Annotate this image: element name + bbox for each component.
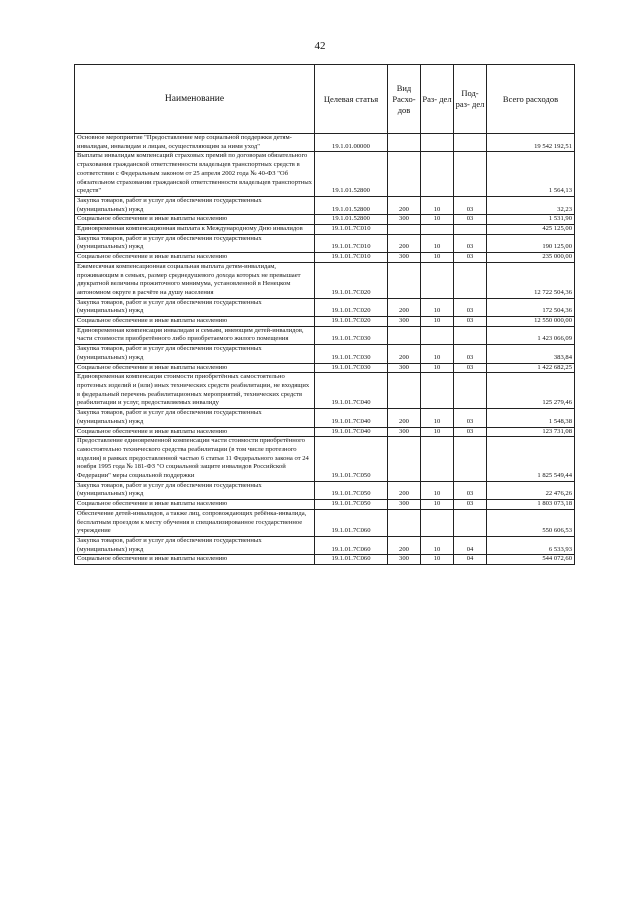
row-total: 125 279,46: [487, 373, 575, 409]
row-target-code: 19.1.01.7С020: [315, 298, 388, 316]
row-subsection: 03: [454, 363, 487, 373]
row-section: [421, 152, 454, 197]
row-name: Ежемесячная компенсационная социальная выплата детям-инвалидам, проживающим в семьях, размер среднедушевого дохода которых не превышает двукратной величины прожиточного минимума, установленной в Ненецком автономном округе в расчёте на душу населения: [75, 262, 315, 298]
row-exp-type: 200: [388, 234, 421, 252]
row-target-code: 19.1.01.7С050: [315, 500, 388, 510]
row-section: 10: [421, 298, 454, 316]
budget-table: [74, 64, 575, 565]
row-subsection: [454, 373, 487, 409]
row-name: Социальное обеспечение и иные выплаты населению: [75, 253, 315, 263]
row-name: Единовременная компенсационная выплата к Международному Дню инвалидов: [75, 225, 315, 235]
table-header-row: [75, 65, 575, 134]
row-subsection: [454, 326, 487, 344]
row-name: Предоставление единовременной компенсации части стоимости приобретённого самостоятельно технического средства реабилитации (в том числе протезного изделия) в рамках предоставленной частью 6 статьи 11 Федерального закона от 24 ноября 1995 года № 181-ФЗ "О социальной защите инвалидов Российской Федерации" меры социальной поддержки: [75, 437, 315, 482]
row-subsection: 03: [454, 500, 487, 510]
row-target-code: 19.1.01.7С060: [315, 555, 388, 565]
row-section: 10: [421, 234, 454, 252]
row-section: 10: [421, 196, 454, 214]
row-total: 123 731,08: [487, 427, 575, 437]
row-exp-type: 300: [388, 317, 421, 327]
row-exp-type: [388, 152, 421, 197]
table-row: [75, 152, 575, 197]
page-number: 42: [314, 40, 326, 52]
row-total: 12 722 504,36: [487, 262, 575, 298]
table-row: [75, 536, 575, 554]
row-target-code: 19.1.01.7С040: [315, 427, 388, 437]
row-section: [421, 326, 454, 344]
header-exp-type: Вид Расхо- дов: [388, 65, 421, 134]
row-total: 550 606,53: [487, 509, 575, 536]
row-total: 1 803 073,18: [487, 500, 575, 510]
row-name: Социальное обеспечение и иные выплаты населению: [75, 500, 315, 510]
row-subsection: [454, 437, 487, 482]
row-total: 19 542 192,51: [487, 134, 575, 152]
table-row: [75, 363, 575, 373]
row-total: 6 533,93: [487, 536, 575, 554]
row-target-code: 19.1.01.7С030: [315, 363, 388, 373]
row-exp-type: 300: [388, 253, 421, 263]
row-total: 1 825 549,44: [487, 437, 575, 482]
row-total: 425 125,00: [487, 225, 575, 235]
row-total: 172 504,36: [487, 298, 575, 316]
row-target-code: 19.1.01.7С010: [315, 225, 388, 235]
row-name: Закупка товаров, работ и услуг для обеспечения государственных (муниципальных) нужд: [75, 481, 315, 499]
row-total: 383,84: [487, 345, 575, 363]
header-section: Раз- дел: [421, 65, 454, 134]
row-name: Закупка товаров, работ и услуг для обеспечения государственных (муниципальных) нужд: [75, 298, 315, 316]
table-row: [75, 225, 575, 235]
table-row: [75, 373, 575, 409]
row-name: Социальное обеспечение и иные выплаты населению: [75, 317, 315, 327]
row-exp-type: 300: [388, 363, 421, 373]
table-row: [75, 500, 575, 510]
row-subsection: 04: [454, 536, 487, 554]
row-section: [421, 509, 454, 536]
table-row: [75, 437, 575, 482]
row-subsection: [454, 225, 487, 235]
row-target-code: 19.1.01.7С060: [315, 509, 388, 536]
row-target-code: 19.1.01.7С040: [315, 409, 388, 427]
row-subsection: 03: [454, 409, 487, 427]
row-exp-type: 300: [388, 427, 421, 437]
row-exp-type: [388, 509, 421, 536]
row-total: 190 125,00: [487, 234, 575, 252]
row-exp-type: 200: [388, 345, 421, 363]
row-name: Закупка товаров, работ и услуг для обеспечения государственных (муниципальных) нужд: [75, 536, 315, 554]
table-row: [75, 481, 575, 499]
row-exp-type: 200: [388, 536, 421, 554]
row-target-code: 19.1.01.7С020: [315, 262, 388, 298]
row-target-code: 19.1.01.7С010: [315, 234, 388, 252]
row-name: Закупка товаров, работ и услуг для обеспечения государственных (муниципальных) нужд: [75, 196, 315, 214]
row-exp-type: [388, 326, 421, 344]
table-row: [75, 215, 575, 225]
row-section: 10: [421, 345, 454, 363]
row-total: 32,23: [487, 196, 575, 214]
row-name: Социальное обеспечение и иные выплаты населению: [75, 427, 315, 437]
row-exp-type: 300: [388, 500, 421, 510]
row-target-code: 19.1.01.00000: [315, 134, 388, 152]
row-exp-type: [388, 437, 421, 482]
row-section: 10: [421, 427, 454, 437]
row-exp-type: 300: [388, 215, 421, 225]
row-section: 10: [421, 481, 454, 499]
row-exp-type: 200: [388, 196, 421, 214]
row-exp-type: 200: [388, 481, 421, 499]
row-exp-type: 300: [388, 555, 421, 565]
row-subsection: 03: [454, 196, 487, 214]
row-name: Социальное обеспечение и иные выплаты населению: [75, 555, 315, 565]
row-target-code: 19.1.01.7С030: [315, 326, 388, 344]
row-section: [421, 373, 454, 409]
row-section: 10: [421, 536, 454, 554]
table-row: [75, 509, 575, 536]
row-total: 1 423 066,09: [487, 326, 575, 344]
row-total: 22 476,26: [487, 481, 575, 499]
table-row: [75, 262, 575, 298]
row-section: 10: [421, 317, 454, 327]
table-row: [75, 555, 575, 565]
row-section: 10: [421, 215, 454, 225]
row-exp-type: 200: [388, 409, 421, 427]
row-subsection: 04: [454, 555, 487, 565]
row-section: 10: [421, 363, 454, 373]
header-name: Наименование: [75, 65, 315, 134]
row-target-code: 19.1.01.7С040: [315, 373, 388, 409]
table-row: [75, 196, 575, 214]
row-target-code: 19.1.01.7С020: [315, 317, 388, 327]
row-section: [421, 225, 454, 235]
row-name: Закупка товаров, работ и услуг для обеспечения государственных (муниципальных) нужд: [75, 234, 315, 252]
row-total: 12 550 000,00: [487, 317, 575, 327]
row-subsection: 03: [454, 253, 487, 263]
row-section: [421, 134, 454, 152]
row-name: Социальное обеспечение и иные выплаты населению: [75, 363, 315, 373]
row-name: Закупка товаров, работ и услуг для обеспечения государственных (муниципальных) нужд: [75, 409, 315, 427]
row-exp-type: [388, 225, 421, 235]
row-exp-type: 200: [388, 298, 421, 316]
table-row: [75, 345, 575, 363]
row-exp-type: [388, 134, 421, 152]
row-total: 1 531,90: [487, 215, 575, 225]
row-exp-type: [388, 373, 421, 409]
row-name: Закупка товаров, работ и услуг для обеспечения государственных (муниципальных) нужд: [75, 345, 315, 363]
row-section: 10: [421, 555, 454, 565]
table-row: [75, 253, 575, 263]
row-total: 235 000,00: [487, 253, 575, 263]
header-target: Целевая статья: [315, 65, 388, 134]
row-name: Единовременная компенсация инвалидам и семьям, имеющим детей-инвалидов, части стоимости приобретённого либо приобретаемого жилого помещения: [75, 326, 315, 344]
row-total: 1 548,38: [487, 409, 575, 427]
table-body: [75, 134, 575, 565]
row-target-code: 19.1.01.52800: [315, 215, 388, 225]
row-name: Социальное обеспечение и иные выплаты населению: [75, 215, 315, 225]
table-row: [75, 234, 575, 252]
table-row: [75, 427, 575, 437]
row-target-code: 19.1.01.7С030: [315, 345, 388, 363]
header-subsection: Под- раз- дел: [454, 65, 487, 134]
row-target-code: 19.1.01.7С010: [315, 253, 388, 263]
row-section: 10: [421, 500, 454, 510]
row-subsection: 03: [454, 298, 487, 316]
row-subsection: [454, 509, 487, 536]
row-section: 10: [421, 409, 454, 427]
row-target-code: 19.1.01.52800: [315, 152, 388, 197]
row-name: Основное мероприятие "Предоставление мер социальной поддержки детям-инвалидам, инвалидам и лицам, осуществляющим за ними уход": [75, 134, 315, 152]
row-name: Обеспечение детей-инвалидов, а также лиц, сопровождающих ребёнка-инвалида, бесплатным проездом к месту обучения в специализированное государственное учреждение: [75, 509, 315, 536]
row-section: [421, 437, 454, 482]
row-subsection: [454, 152, 487, 197]
row-target-code: 19.1.01.7С050: [315, 437, 388, 482]
row-target-code: 19.1.01.7С050: [315, 481, 388, 499]
table-row: [75, 326, 575, 344]
row-total: 1 564,13: [487, 152, 575, 197]
row-section: 10: [421, 253, 454, 263]
row-subsection: 03: [454, 427, 487, 437]
row-subsection: 03: [454, 317, 487, 327]
row-name: Единовременная компенсация стоимости приобретённых самостоятельно протезных изделий и (или) иных технических средств реабилитации, не входящих в федеральный перечень реабилитационных мероприятий, технических средств реабилитации и услуг, предоставляемых инвалиду: [75, 373, 315, 409]
row-subsection: 03: [454, 345, 487, 363]
row-subsection: [454, 262, 487, 298]
table-row: [75, 317, 575, 327]
row-subsection: 03: [454, 481, 487, 499]
row-subsection: 03: [454, 234, 487, 252]
row-subsection: 03: [454, 215, 487, 225]
row-subsection: [454, 134, 487, 152]
row-total: 544 072,60: [487, 555, 575, 565]
header-total: Всего расходов: [487, 65, 575, 134]
row-total: 1 422 682,25: [487, 363, 575, 373]
table-row: [75, 409, 575, 427]
row-section: [421, 262, 454, 298]
row-target-code: 19.1.01.52800: [315, 196, 388, 214]
row-name: Выплаты инвалидам компенсаций страховых премий по договорам обязательного страхования гражданской ответственности владельцев транспортных средств в соответствии с Федеральным законом от 25 апреля 2002 года № 40-ФЗ "Об обязательном страховании гражданской ответственности владельцев транспортных средств": [75, 152, 315, 197]
table-row: [75, 298, 575, 316]
row-exp-type: [388, 262, 421, 298]
row-target-code: 19.1.01.7С060: [315, 536, 388, 554]
table-row: [75, 134, 575, 152]
